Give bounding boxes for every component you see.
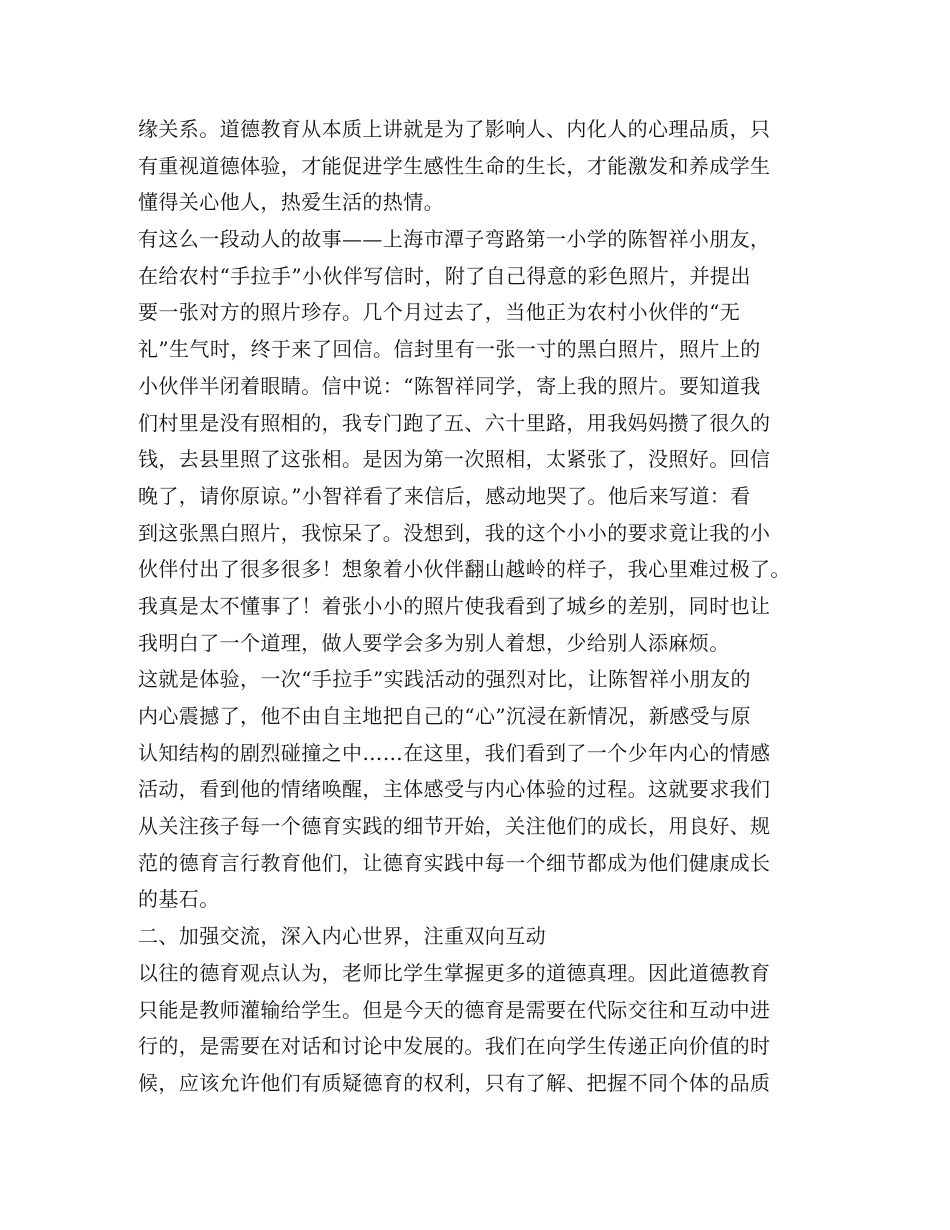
text-line: 小伙伴半闭着眼睛。信中说：“陈智祥同学，寄上我的照片。要知道我 — [138, 373, 761, 398]
text-line: 到这张黑白照片，我惊呆了。没想到，我的这个小小的要求竟让我的小 — [138, 520, 771, 545]
body-text — [138, 111, 828, 1102]
text-line: 从关注孩子每一个德育实践的细节开始，关注他们的成长，用良好、规 — [138, 814, 771, 839]
text-line: 内心震撼了，他不由自主地把自己的“心”沉浸在新情况，新感受与原 — [138, 704, 751, 728]
text-line: 们村里是没有照相的，我专门跑了五、六十里路，用我妈妈攒了很久的 — [138, 410, 771, 435]
text-line: 活动，看到他的情绪唤醒，主体感受与内心体验的过程。这就要求我们 — [138, 777, 771, 802]
text-line: 懂得关心他人，热爱生活的热情。 — [138, 190, 444, 215]
text-line: 认知结构的剧烈碰撞之中……在这里，我们看到了一个少年内心的情感 — [138, 740, 771, 765]
text-line: 在给农村“手拉手”小伙伴写信时，附了自己得意的彩色照片，并提出 — [138, 263, 751, 288]
text-line: 范的德育言行教育他们，让德育实践中每一个细节都成为他们健康成长 — [138, 850, 771, 875]
text-line: 有重视道德体验，才能促进学生感性生命的生长，才能激发和养成学生 — [138, 153, 771, 178]
section-heading: 二、加强交流，深入内心世界，注重双向互动 — [138, 924, 546, 949]
text-line: 我真是太不懂事了！着张小小的照片使我看到了城乡的差别，同时也让 — [138, 593, 771, 618]
text-line: 有这么一段动人的故事——上海市潭子弯路第一小学的陈智祥小朋友， — [138, 227, 771, 252]
text-line: 以往的德育观点认为，老师比学生掌握更多的道德真理。因此道德教育 — [138, 960, 771, 985]
text-line: 钱，去县里照了这张相。是因为第一次照相，太紧张了，没照好。回信 — [138, 447, 771, 472]
text-line: 这就是体验，一次“手拉手”实践活动的强烈对比，让陈智祥小朋友的 — [138, 667, 751, 692]
text-line: 的基石。 — [138, 887, 220, 912]
text-line: 要一张对方的照片珍存。几个月过去了，当他正为农村小伙伴的“无 — [138, 300, 741, 325]
text-line: 缘关系。道德教育从本质上讲就是为了影响人、内化人的心理品质，只 — [138, 117, 771, 141]
text-line: 礼”生气时，终于来了回信。信封里有一张一寸的黑白照片，照片上的 — [138, 337, 761, 362]
text-line: 我明白了一个道理，做人要学会多为别人着想，少给别人添麻烦。 — [138, 630, 730, 655]
text-line: 候，应该允许他们有质疑德育的权利，只有了解、把握不同个体的品质 — [138, 1070, 771, 1095]
text-line: 伙伴付出了很多很多！想象着小伙伴翻山越岭的样子，我心里难过极了。 — [138, 557, 791, 582]
text-line: 晚了，请你原谅。”小智祥看了来信后，感动地哭了。他后来写道：看 — [138, 483, 751, 508]
text-line: 只能是教师灌输给学生。但是今天的德育是需要在代际交往和互动中进 — [138, 997, 771, 1022]
text-line: 行的，是需要在对话和讨论中发展的。我们在向学生传递正向价值的时 — [138, 1034, 771, 1059]
